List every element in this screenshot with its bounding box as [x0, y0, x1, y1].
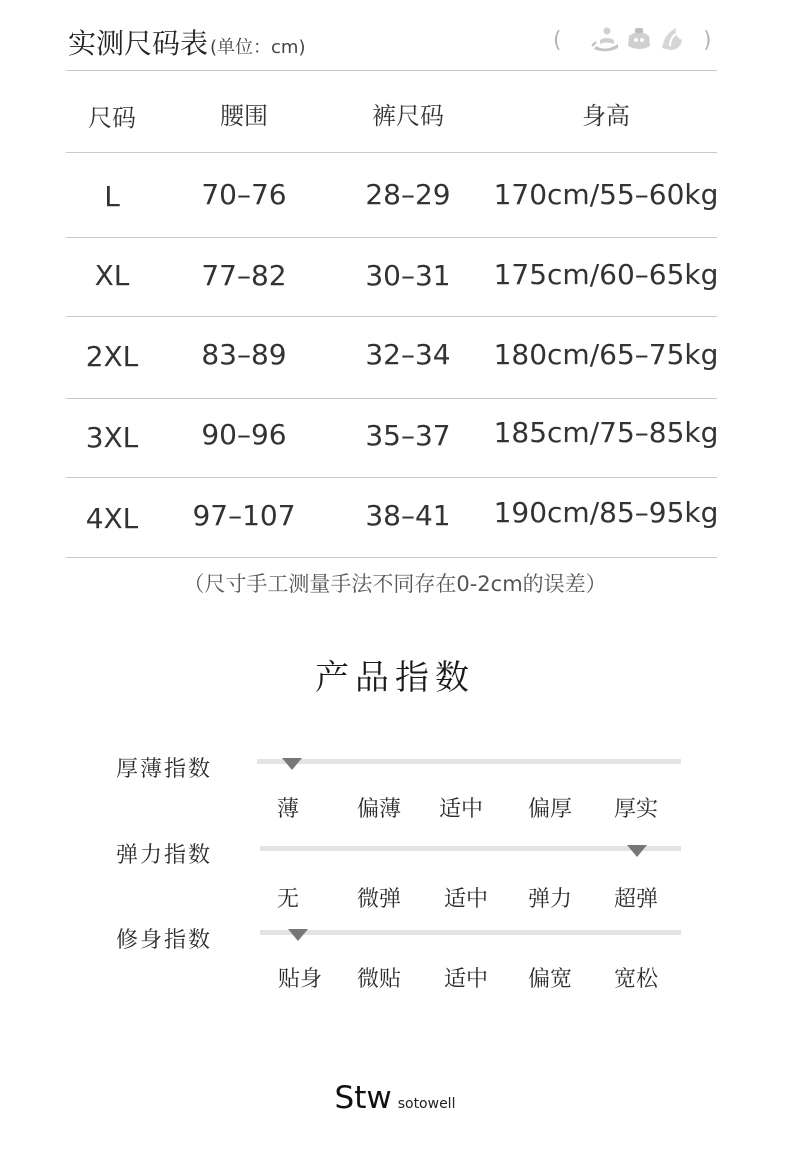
care-icons-open-paren: ( — [553, 28, 562, 53]
table-divider — [66, 398, 717, 399]
elasticity-option: 无 — [276, 887, 299, 912]
cell-waist: 77–82 — [201, 259, 287, 292]
cell-size-4xl: 4XL — [85, 502, 139, 535]
cell-height-weight: 175cm/60–65kg — [493, 258, 719, 291]
size-chart-title-text: 实测尺码表 — [68, 27, 209, 60]
brand-name: Stw — [334, 1080, 392, 1116]
table-top-divider — [66, 70, 717, 71]
thickness-option: 偏厚 — [527, 797, 572, 822]
measurement-note: （尺寸手工测量手法不同存在0-2cm的误差） — [183, 572, 607, 596]
thickness-index-label: 厚薄指数 — [116, 757, 213, 782]
table-divider — [66, 477, 717, 478]
cell-height-weight: 190cm/85–95kg — [493, 496, 719, 529]
elasticity-index-marker — [627, 845, 647, 857]
cell-height-weight: 170cm/55–60kg — [493, 178, 719, 211]
elasticity-option: 适中 — [443, 887, 488, 912]
cell-pant-size: 30–31 — [365, 259, 451, 292]
fit-index-label: 修身指数 — [116, 928, 213, 953]
size-chart-unit: (单位：cm) — [210, 37, 306, 58]
fit-option: 偏宽 — [527, 967, 572, 992]
fit-option: 适中 — [443, 967, 488, 992]
table-bottom-divider — [66, 557, 717, 558]
fit-index-track — [260, 930, 681, 935]
elasticity-option: 微弹 — [356, 887, 401, 912]
thickness-option: 偏薄 — [356, 797, 401, 822]
brand-logo — [0, 1080, 790, 1116]
iron-icon — [658, 24, 686, 54]
cell-waist: 97–107 — [192, 499, 296, 532]
fit-option: 贴身 — [277, 967, 322, 992]
cell-pant-size: 28–29 — [365, 178, 451, 211]
cell-height-weight: 185cm/75–85kg — [493, 416, 719, 449]
laundry-bag-icon — [624, 24, 654, 54]
size-chart-title — [68, 22, 306, 62]
brand-subname: sotowell — [397, 1096, 456, 1112]
table-divider — [66, 237, 717, 238]
cell-size-3xl: 3XL — [85, 421, 139, 454]
elasticity-option: 弹力 — [527, 887, 572, 912]
header-size: 尺码 — [88, 104, 136, 132]
cell-size-2xl: 2XL — [85, 340, 139, 373]
header-height: 身高 — [582, 102, 630, 130]
table-divider — [66, 152, 717, 153]
cell-waist: 83–89 — [201, 338, 287, 371]
elasticity-index-label: 弹力指数 — [116, 843, 213, 868]
fit-option: 宽松 — [613, 967, 658, 992]
cell-size-xl: XL — [94, 259, 130, 292]
cell-pant-size: 38–41 — [365, 499, 451, 532]
cell-pant-size: 35–37 — [365, 419, 451, 452]
thickness-option: 适中 — [438, 797, 483, 822]
cell-waist: 90–96 — [201, 418, 287, 451]
cell-height-weight: 180cm/65–75kg — [493, 338, 719, 371]
hand-wash-icon — [590, 24, 622, 54]
thickness-option: 薄 — [276, 797, 299, 822]
thickness-index-track — [257, 759, 681, 764]
cell-size-l: L — [104, 180, 120, 213]
table-divider — [66, 316, 717, 317]
header-pant-size: 裤尺码 — [372, 102, 444, 130]
fit-option: 微贴 — [356, 967, 401, 992]
cell-pant-size: 32–34 — [365, 338, 451, 371]
fit-index-marker — [288, 929, 308, 941]
product-index-title: 产品指数 — [315, 658, 475, 698]
header-waist: 腰围 — [220, 102, 268, 130]
cell-waist: 70–76 — [201, 178, 287, 211]
thickness-option: 厚实 — [613, 797, 658, 822]
elasticity-option: 超弹 — [613, 887, 658, 912]
care-icons-close-paren: ) — [703, 28, 712, 53]
thickness-index-marker — [282, 758, 302, 770]
elasticity-index-track — [260, 846, 681, 851]
